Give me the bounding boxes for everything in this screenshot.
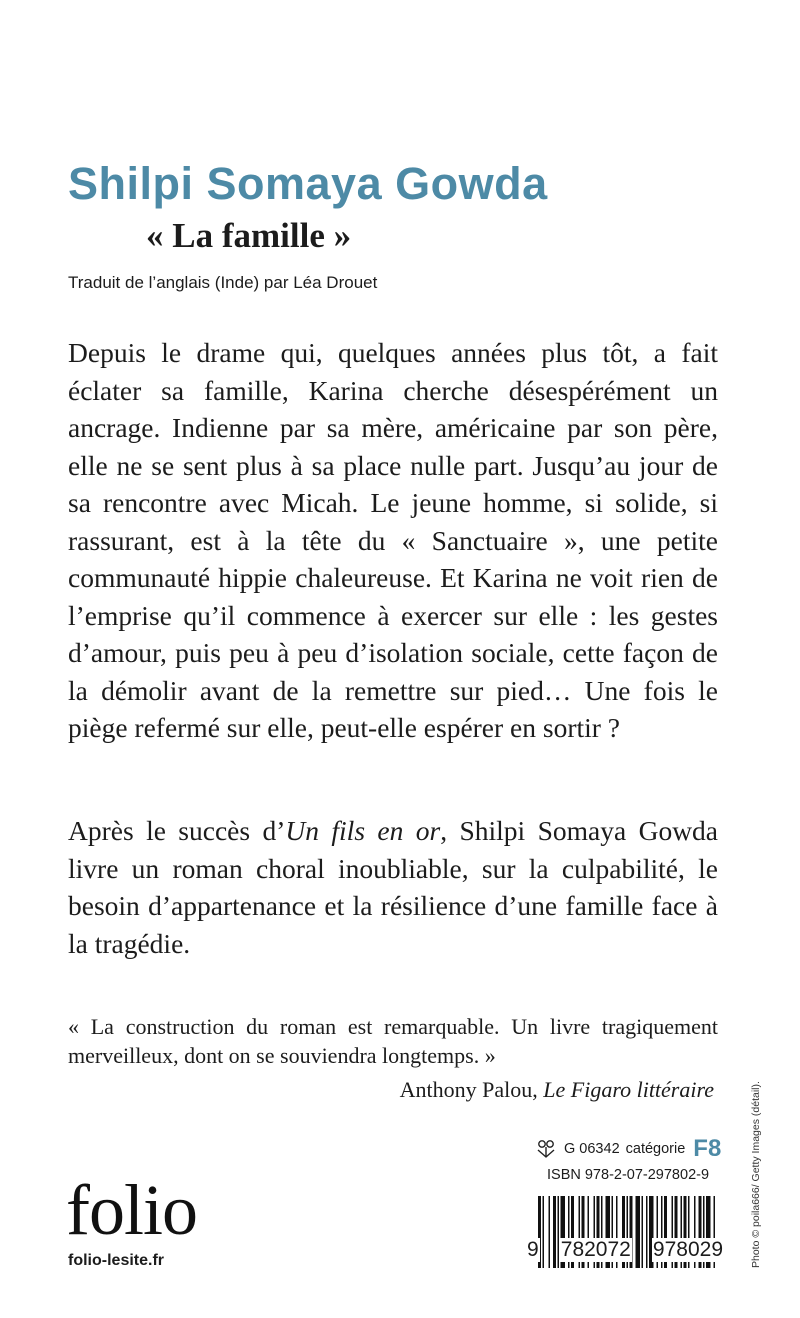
review-quote: « La construction du roman est remarquable. Un livre tragiquement merveilleux, dont on se souviendra longtemps. » [68, 1014, 718, 1068]
category-label: catégorie [625, 1141, 686, 1157]
blurb-paragraph-2 [68, 812, 718, 962]
cited-book-title: Un fils en or [285, 815, 441, 846]
blurb-paragraph-2-end: , Shilpi Somaya Gowda livre un roman choral inoubliable, sur la culpabilité, le besoin d’appartenance et la résilience d’une famille face à la tragédie. [68, 815, 719, 959]
book-title: « La famille » [146, 216, 352, 255]
publication-name: Le Figaro littéraire [543, 1077, 714, 1102]
translator-credit: Traduit de l’anglais (Inde) par Léa Drouet [68, 273, 378, 292]
barcode-digits-right: 978029 [652, 1238, 723, 1261]
barcode-digits [526, 1238, 724, 1262]
publisher-website: folio-lesite.fr [68, 1252, 165, 1269]
review-attribution [400, 1075, 714, 1104]
barcode-digits-left: 782072 [560, 1238, 631, 1261]
photo-credit: Photo © poila666/ Getty Images (détail). [750, 1081, 762, 1268]
catalog-code: G 06342 [564, 1141, 620, 1157]
folio-logo: folio [66, 1170, 197, 1250]
isbn: ISBN 978-2-07-297802-9 [547, 1167, 710, 1183]
barcode-digit-prefix: 9 [527, 1238, 539, 1261]
catalog-line [534, 1136, 721, 1162]
category-code: F8 [693, 1135, 722, 1162]
blurb-paragraph-2-start: Après le succès d’ [68, 815, 286, 846]
author-name: Shilpi Somaya Gowda [68, 158, 548, 209]
folio-emblem-icon [534, 1137, 558, 1161]
critic-name: Anthony Palou, [399, 1077, 544, 1102]
blurb-paragraph-1: Depuis le drame qui, quelques années plus tôt, a fait éclater sa famille, Karina cherche désespérément un ancrage. Indienne par sa mère, américaine par son père, elle ne se sent plus à sa place nulle part. Jusqu’au jour de sa rencontre avec Micah. Le jeune homme, si solide, si rassurant, est à la tête du « Sanctuaire », une petite communauté hippie chaleureuse. Et Karina ne voit rien de l’emprise qu’il commence à exercer sur elle : les gestes d’amour, puis peu à peu d’isolation sociale, cette façon de la démolir avant de la remettre sur pied… Une fois le piège refermé sur elle, peut-elle espérer en sortir ? [68, 337, 718, 743]
